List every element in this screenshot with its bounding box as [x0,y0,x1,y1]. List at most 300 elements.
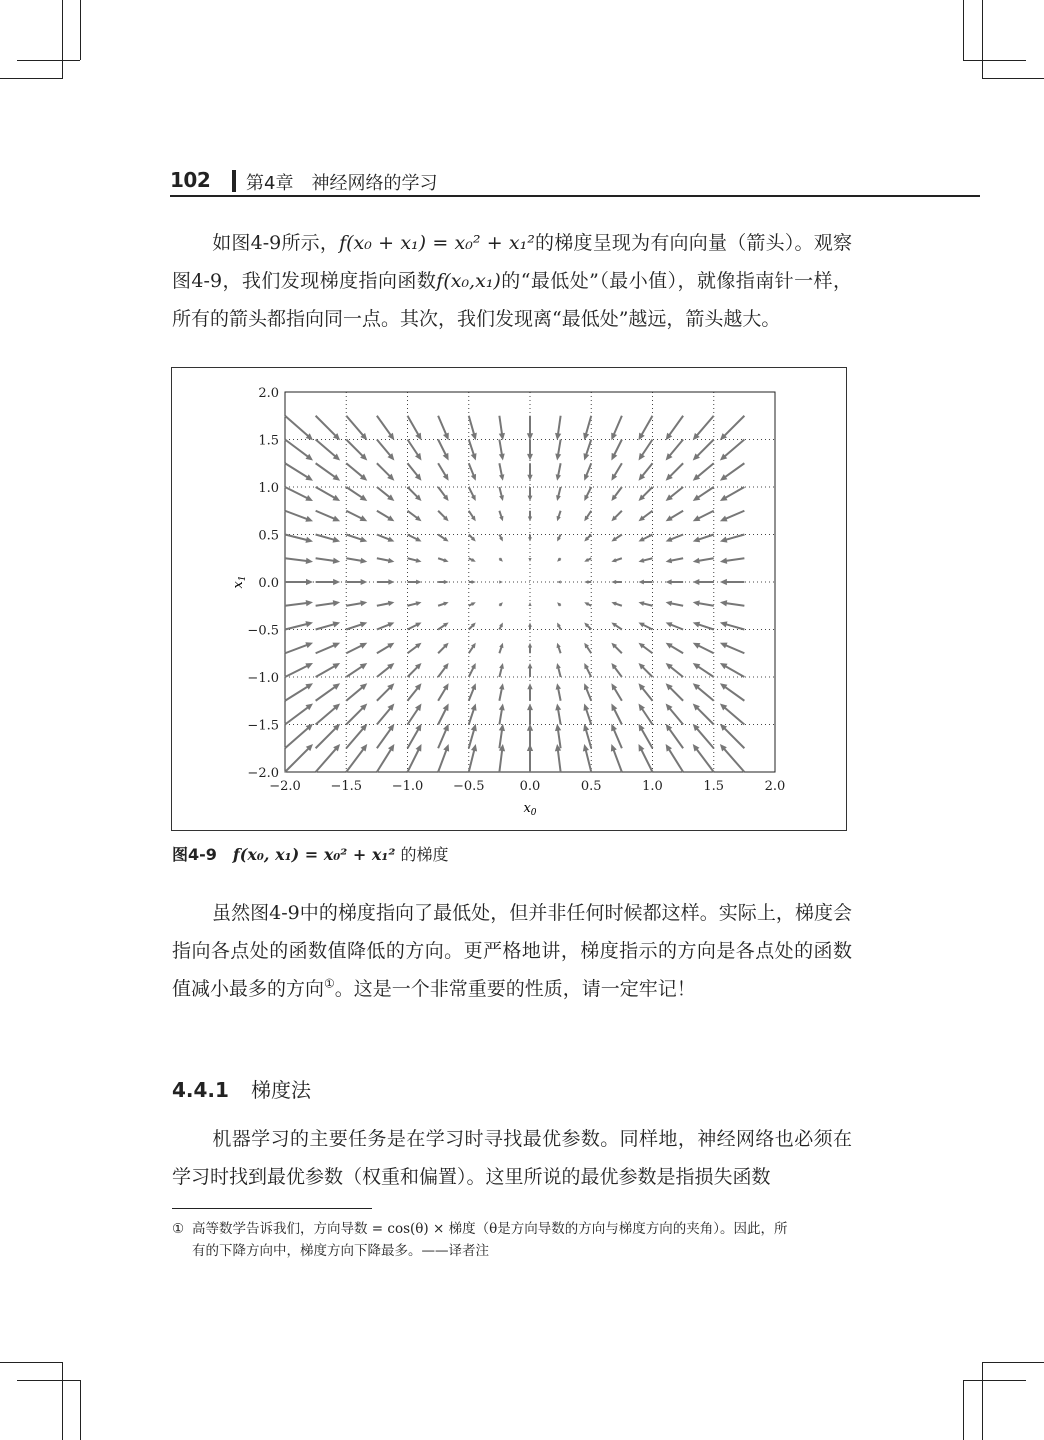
gradient-arrow [285,579,313,585]
gradient-arrow [611,663,622,677]
gradient-arrow [285,416,313,441]
gradient-arrow [584,558,591,562]
gradient-arrow [611,683,622,701]
para1-func: f(x₀,x₁) [436,270,501,292]
y-tick-label: 1.5 [258,433,279,449]
gradient-arrow [438,704,449,725]
gradient-arrow [346,463,367,481]
gradient-arrow [408,580,422,585]
gradient-arrow [438,602,449,606]
gradient-arrow [693,487,714,501]
gradient-arrow [584,602,591,606]
gradient-arrow [346,622,367,630]
gradient-arrow [557,558,561,562]
caption-text: 的梯度 [400,845,449,864]
gradient-arrow [527,683,532,701]
gradient-arrow [666,558,684,563]
gradient-arrow [720,600,745,606]
gradient-arrow [346,704,367,725]
gradient-arrow [408,535,422,542]
gradient-arrow [499,511,503,522]
crop-mark [963,1380,1026,1381]
y-axis-label: $x_1$ [231,575,248,589]
gradient-arrow [499,463,504,481]
gradient-arrow [469,683,476,701]
gradient-arrow [438,580,449,584]
gradient-arrow [555,724,561,749]
gradient-arrow [316,643,341,654]
gradient-arrow [316,600,341,606]
gradient-arrow [583,704,591,725]
gradient-arrow [639,440,653,461]
gradient-arrow [408,724,422,749]
gradient-arrow [556,683,561,701]
gradient-arrow [469,602,476,606]
gradient-arrow [346,535,367,543]
running-header [170,168,980,196]
gradient-arrow [285,724,313,749]
gradient-arrow [377,601,395,606]
gradient-arrow [720,683,745,701]
gradient-arrow [316,704,341,725]
header-bar [232,170,236,192]
gradient-arrow [438,511,449,522]
gradient-arrow [556,663,561,677]
gradient-arrow [377,511,395,522]
gradient-arrow [528,623,532,630]
gradient-arrow [438,440,449,461]
gradient-arrow [499,580,503,583]
gradient-arrow [438,683,449,701]
gradient-arrow [583,744,591,772]
crop-mark [963,1380,964,1440]
gradient-arrow [666,663,684,677]
gradient-arrow [584,683,591,701]
gradient-arrow [556,487,561,501]
gradient-arrow [693,663,714,677]
gradient-arrow [720,463,745,481]
gradient-arrow [499,602,503,606]
gradient-arrow [408,683,422,701]
gradient-arrow [666,724,684,749]
gradient-arrow [527,463,532,481]
crop-mark [982,1362,983,1440]
gradient-arrow [346,683,367,701]
section-heading [172,1074,311,1103]
para1-formula: f(x₀ + x₁) = x₀² + x₁² [339,232,535,254]
gradient-arrow [285,663,313,677]
gradient-arrow [528,663,533,677]
gradient-arrow [720,558,745,564]
crop-mark [62,0,63,78]
para1-text-3: 的“最低处”（最小值），就像指南针一样，所有的箭头都指向同一点。其次，我们发现离“最低处”越远，箭头越大。 [172,270,852,330]
gradient-arrow [583,440,591,461]
gradient-arrow [408,440,422,461]
gradient-arrow [666,579,684,584]
gradient-arrow [611,416,622,441]
gradient-arrow [584,535,591,542]
gradient-arrow [584,643,591,654]
gradient-arrow [611,643,622,654]
para1-text-1: 如图4-9所示， [212,232,340,254]
gradient-arrow [408,643,422,654]
crop-mark [80,1380,81,1440]
gradient-arrow [469,663,476,677]
gradient-arrow [584,463,591,481]
y-tick-label: 2.0 [258,386,279,401]
gradient-arrow [377,683,395,701]
gradient-arrow [346,724,367,749]
gradient-arrow [583,416,591,441]
gradient-arrow [557,602,561,606]
gradient-arrow [557,643,561,654]
gradient-arrow [528,602,531,606]
gradient-arrow [611,440,622,461]
gradient-arrow [611,602,622,606]
gradient-arrow [408,744,422,772]
gradient-arrow [557,580,561,583]
gradient-arrow [469,487,476,501]
gradient-arrow [693,600,714,606]
gradient-arrow [693,440,714,461]
crop-mark [0,1362,63,1363]
gradient-arrow [316,579,341,585]
gradient-arrow [611,744,622,772]
gradient-arrow [611,704,622,725]
gradient-arrow [666,601,684,606]
gradient-arrow [469,580,476,584]
x-tick-label: 2.0 [764,779,786,794]
gradient-arrow [639,558,653,563]
gradient-arrow [499,440,505,461]
gradient-arrow [499,623,503,630]
gradient-arrow [693,463,714,481]
gradient-arrow [527,724,533,749]
gradient-arrow [720,704,745,725]
gradient-arrow [666,463,684,481]
gradient-arrow [499,724,505,749]
gradient-arrow [316,724,341,749]
gradient-arrow [285,621,313,629]
gradient-arrow [527,440,533,461]
gradient-arrow [639,463,653,481]
gradient-arrow [469,704,477,725]
x-tick-label: −1.0 [391,779,424,794]
gradient-arrow [693,416,714,441]
gradient-arrow [557,535,561,542]
footnote-line-2: 有的下降方向中，梯度方向下降最多。——译者注 [192,1243,489,1259]
crop-mark [0,78,63,79]
gradient-arrow [438,643,449,654]
gradient-arrow [499,416,505,441]
gradient-arrow [720,744,745,772]
x-axis-label: $x_0$ [523,801,537,818]
crop-mark [982,78,1044,79]
gradient-arrow [693,704,714,725]
quiver-plot [172,368,846,830]
gradient-arrow [666,535,684,542]
figure-frame [171,367,847,831]
x-tick-label: 1.0 [642,779,663,794]
gradient-arrow [639,487,653,501]
y-tick-label: −1.0 [247,671,279,686]
y-tick-label: −2.0 [247,766,279,781]
para2-text-2: 。这是一个非常重要的性质，请一定牢记！ [334,978,696,1000]
gradient-arrow [285,600,313,606]
gradient-arrow [639,535,653,542]
paragraph-2 [172,894,852,1008]
gradient-arrow [377,704,395,725]
crop-mark [17,60,80,61]
gradient-arrow [316,487,341,501]
gradient-arrow [377,487,395,501]
gradient-arrow [584,511,591,522]
gradient-arrow [666,416,684,441]
gradient-arrow [316,511,341,522]
gradient-arrow [469,463,476,481]
gradient-arrow [720,643,745,654]
gradient-arrow [666,683,684,701]
gradient-arrow [408,704,422,725]
gradient-arrow [285,511,313,522]
section-number: 4.4.1 [172,1078,229,1102]
gradient-arrow [499,535,503,542]
gradient-arrow [346,416,367,441]
gradient-arrow [316,558,341,564]
gradient-arrow [377,643,395,654]
gradient-arrow [316,463,341,481]
gradient-arrow [528,535,532,542]
gradient-arrow [528,487,533,501]
crop-mark [963,60,1026,61]
gradient-arrow [438,744,449,772]
gradient-arrow [666,622,684,629]
gradient-arrow [408,601,422,606]
gradient-arrow [377,535,395,542]
gradient-arrow [499,643,503,654]
gradient-arrow [557,623,561,630]
gradient-arrow [693,744,714,772]
gradient-arrow [639,580,653,585]
gradient-arrow [377,463,395,481]
gradient-arrow [377,440,395,461]
gradient-arrow [346,600,367,606]
gradient-arrow [346,440,367,461]
section-title: 梯度法 [250,1078,311,1102]
caption-label: 图4-9 [172,845,217,864]
gradient-arrow [528,511,532,522]
crop-mark [963,0,964,60]
gradient-arrow [611,511,622,522]
gradient-arrow [285,463,313,481]
gradient-arrow [438,663,449,677]
crop-mark [62,1362,63,1440]
gradient-arrow [555,440,561,461]
gradient-arrow [346,744,367,772]
gradient-arrow [693,511,714,522]
gradient-arrow [346,663,367,677]
gradient-arrow [469,416,477,441]
gradient-arrow [639,643,653,654]
gradient-arrow [611,558,622,562]
gradient-arrow [584,580,591,584]
gradient-arrow [555,416,561,441]
paragraph-1 [172,224,852,338]
footnote-line-1: 高等数学告诉我们，方向导数 = cos(θ) × 梯度（θ是方向导数的方向与梯度方向的夹角）。因此，所 [192,1221,788,1237]
x-tick-label: 0.5 [580,779,602,794]
y-tick-label: 1.0 [258,481,279,496]
gradient-arrow [557,511,561,522]
gradient-arrow [720,487,745,501]
gradient-arrow [611,487,622,501]
para2-text-1: 虽然图4-9中的梯度指向了最低处，但并非任何时候都这样。实际上，梯度会指向各点处的函数值降低的方向。更严格地讲，梯度指示的方向是各点处的函数值减小最多的方向 [172,902,852,1000]
gradient-arrow [438,463,449,481]
gradient-arrow [316,440,341,461]
footnote-mark: ① [172,1221,185,1237]
gradient-arrow [408,558,422,563]
gradient-arrow [377,724,395,749]
gradient-arrow [438,558,449,562]
gradient-arrow [469,440,477,461]
gradient-arrow [720,535,745,543]
gradient-arrow [666,643,684,654]
gradient-arrow [639,663,653,677]
gradient-arrow [499,487,504,501]
gradient-arrow [693,622,714,630]
gradient-arrow [469,744,477,772]
gradient-arrow [285,744,313,772]
gradient-arrow [666,704,684,725]
gradient-arrow [611,535,622,542]
gradient-arrow [469,558,476,562]
gradient-arrow [377,579,395,584]
page-number: 102 [170,168,211,192]
gradient-arrow [720,511,745,522]
footnote-ref: ① [324,976,335,991]
gradient-arrow [720,416,745,441]
gradient-arrow [469,511,476,522]
gradient-arrow [438,724,449,749]
gradient-arrow [377,663,395,677]
gradient-arrow [316,744,341,772]
gradient-arrow [285,535,313,543]
gradient-arrow [469,535,476,542]
gradient-arrow [346,511,367,522]
para3-text: 机器学习的主要任务是在学习时寻找最优参数。同样地，神经网络也必须在学习时找到最优参数（权重和偏置）。这里所说的最优参数是指损失函数 [172,1128,852,1188]
gradient-arrow [438,623,449,630]
gradient-arrow [527,416,533,441]
header-rule [170,195,980,197]
gradient-arrow [556,463,561,481]
gradient-arrow [346,487,367,501]
gradient-arrow [639,724,653,749]
chapter-title: 第4章 神经网络的学习 [246,173,438,194]
gradient-arrow [555,704,561,725]
x-tick-label: −0.5 [452,779,485,794]
gradient-arrow [611,724,622,749]
gradient-arrow [285,487,313,501]
gradient-arrow [639,416,653,441]
x-tick-label: 0.0 [519,779,541,794]
gradient-arrow [720,579,745,585]
gradient-arrow [639,511,653,522]
figure-caption [172,842,449,865]
gradient-arrow [316,621,341,629]
gradient-arrow [408,416,422,441]
gradient-arrow [528,558,531,562]
y-tick-label: −0.5 [247,623,279,639]
gradient-arrow [666,487,684,501]
gradient-arrow [527,704,533,725]
gradient-arrow [639,683,653,701]
gradient-arrow [611,623,622,630]
gradient-arrow [377,558,395,563]
gradient-arrow [693,643,714,654]
gradient-arrow [285,642,313,653]
gradient-arrow [408,623,422,630]
gradient-arrow [611,580,622,584]
gradient-arrow [499,704,505,725]
gradient-arrow [611,463,622,481]
gradient-arrow [316,416,341,441]
gradient-arrow [438,487,449,501]
gradient-arrow [316,535,341,543]
gradient-arrow [346,579,367,585]
x-tick-label: −1.5 [330,779,363,794]
gradient-arrow [666,440,684,461]
crop-mark [80,0,81,60]
gradient-arrow [666,511,684,522]
gradient-arrow [346,643,367,654]
gradient-arrow [316,663,341,677]
gradient-arrow [693,683,714,701]
gradient-arrow [693,535,714,543]
gradient-arrow [639,601,653,606]
gradient-arrow [377,416,395,441]
y-tick-label: −1.5 [247,718,279,734]
crop-mark [17,1380,80,1381]
gradient-arrow [408,663,422,677]
gradient-arrow [285,440,313,461]
gradient-arrow [285,704,313,725]
gradient-arrow [639,623,653,630]
gradient-arrow [499,663,504,677]
gradient-arrow [720,663,745,677]
y-tick-label: 0.0 [258,576,279,591]
gradient-arrow [408,487,422,501]
y-tick-label: 0.5 [258,528,279,544]
crop-mark [982,0,983,78]
gradient-arrow [499,683,504,701]
gradient-arrow [720,724,745,749]
gradient-arrow [584,623,591,630]
caption-formula: f(x₀, x₁) = x₀² + x₁² [232,845,396,864]
footnote [172,1218,852,1262]
gradient-arrow [639,704,653,725]
gradient-arrow [720,440,745,461]
gradient-arrow [584,663,591,677]
gradient-arrow [528,643,532,654]
gradient-arrow [285,558,313,564]
gradient-arrow [469,623,476,630]
crop-mark [982,1362,1044,1363]
gradient-arrow [346,558,367,564]
gradient-arrow [438,535,449,542]
gradient-arrow [639,744,653,772]
gradient-arrow [408,511,422,522]
gradient-arrow [377,622,395,629]
gradient-arrow [316,683,341,701]
